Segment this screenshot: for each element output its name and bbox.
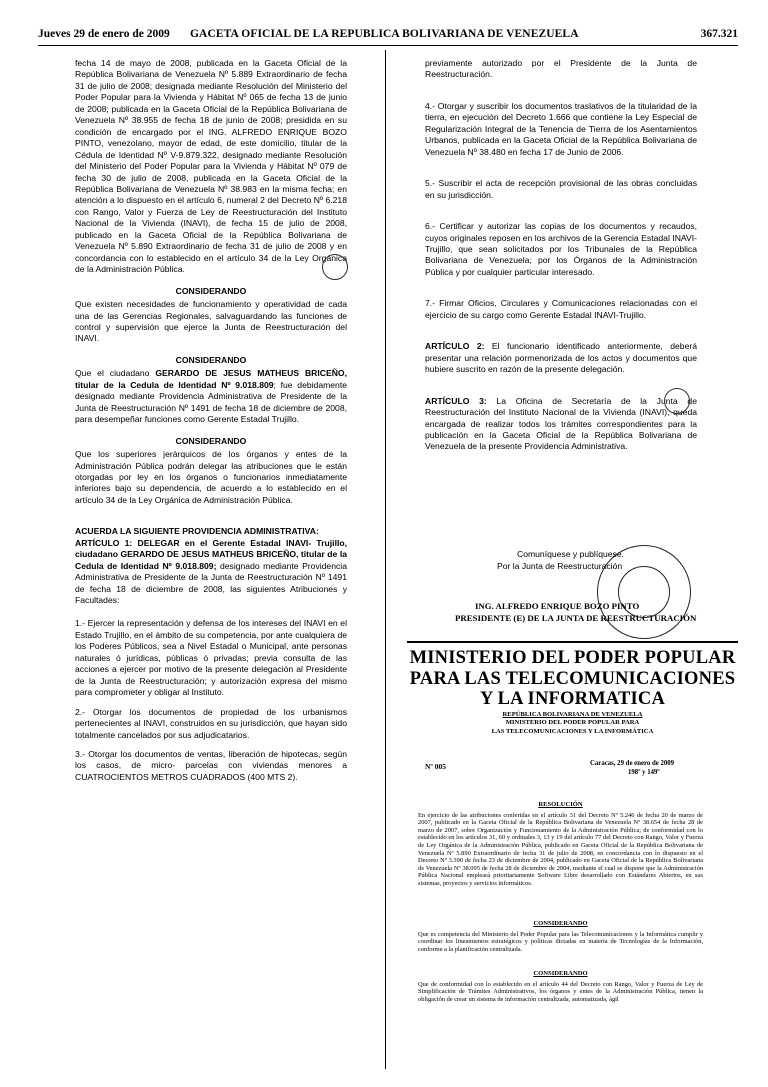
considerando-heading: CONSIDERANDO: [533, 970, 588, 977]
ministry-considerando-1: CONSIDERANDO Que es competencia del Ministerio del Poder Popular para las Telecomunicaciones y la Informática cumplir y coordinar los lineamientos estratégicos y políticas dictadas en materia de Tecnologías de la Información, conforme a la planificación centralizada.: [418, 920, 703, 953]
considerando-heading: CONSIDERANDO: [175, 285, 247, 296]
resolution-preamble: [418, 801, 703, 888]
header-title: GACETA OFICIAL DE LA REPUBLICA BOLIVARIANA DE VENEZUELA: [190, 28, 579, 40]
item-1: 1.- Ejercer la representación y defensa de los intereses del INAVI en el Estado Trujillo, en el ámbito de su competencia, por ante cualquiera de los Poderes Públicos, sea a Nivel Estadal o Municipal, ante personas naturales ó jurídicas, públicas ó privadas; previa consulta de las acciones a ejercer por motivo de la presente delegación al Presidente de la Junta de Reestructuración; y autorización expresa del mismo para comprometer y obligar al Instituto.: [75, 618, 347, 698]
considerando-1: Que existen necesidades de funcionamiento y operatividad de cada una de las Gerencias Regionales, salvaguardando las funciones de control y supervisión que ejerce la Junta de Reestructuración del INAVI.: [75, 299, 347, 344]
item-3: 3.- Otorgar los documentos de ventas, liberación de hipotecas, según los casos, de micro- parcelas con viviendas menores a CUATROCIENTOS METROS CUADRADOS (400 MTS 2).: [75, 749, 347, 782]
acuerda-heading: ACUERDA LA SIGUIENTE PROVIDENCIA ADMINISTRATIVA:: [75, 526, 319, 537]
resolution-date: Caracas, 29 de enero de 2009 198º y 149º: [590, 760, 675, 776]
ministry-subheading: REPÚBLICA BOLIVARIANA DE VENEZUELA MINISTERIO DEL PODER POPULAR PARA LAS TELECOMUNICACIONES Y LA INFORMÁTICA: [491, 711, 654, 735]
considerando-heading: CONSIDERANDO: [533, 920, 588, 927]
intro-paragraph: fecha 14 de mayo de 2008, publicada en la Gaceta Oficial de la República Bolivariana de Venezuela Nº 5.889 Extraordinario de fecha 31 de julio de 2008; designada mediante Resolución del Ministerio del Poder Popular para la Vivienda y Hábitat Nº 065 de fecha 13 de junio de 2008; publicada en la Gaceta Oficial de la República Bolivariana de Venezuela Nº 38.955 de fecha 18 de junio de 2008; presidida en su condición de encargado por el ING. ALFREDO ENRIQUE BOZO PINTO, venezolano, mayor de edad, de este domicilio, titular de la Cédula de Identidad Nº V-9.879.322, designado mediante Resolución del Ministerio del Poder Popular para la Vivienda y Hábitat Nº 079 de fecha 30 de julio de 2008, publicada en la Gaceta Oficial de la República Bolivariana de Venezuela Nº 38.983 en la misma fecha; en atención a lo dispuesto en el artículo 6, numeral 2 del Decreto Nº 6.218 con Rango, Valor y Fuerza de Ley de Reestructuración del Instituto Nacional de la Vivienda (INAVI), de fecha 15 de julio de 2008, publicado en la Gaceta Oficial de la República Bolivariana de Venezuela Nº 5.890 Extraordinario de fecha 31 de julio de 2008 y en concordancia con lo establecido en el artículo 34 de la Ley Orgánica de la Administración Pública.: [75, 58, 347, 275]
article-1: ARTÍCULO 1: DELEGAR en el Gerente Estadal INAVI- Trujillo, ciudadano GERARDO DE JESUS MATHEUS BRICEÑO, titular de la Cedula de Identidad Nº 9.018.809; designado mediante Providencia Administrativa de Presidente de la Junta de Reestructuración Nº 1491 de fecha 18 de diciembre de 2008, las siguientes Atribuciones y Facultades:: [75, 537, 347, 606]
signature-block: [425, 548, 725, 624]
resolution-number: Nº 005: [425, 762, 447, 771]
item-6: 6.- Certificar y autorizar las copias de los documentos y recaudos, cuyos originales reposen en los archivos de la Gerencia Estadal INAVI- Trujillo, que sean solicitados por los Tribunales de la República Bolivariana de Venezuela; por los Órganos de la Administración Pública y por cualquier particular interesado.: [425, 221, 697, 277]
ministry-title: MINISTERIO DEL PODER POPULAR PARA LAS TELECOMUNICACIONES Y LA INFORMATICA: [409, 648, 736, 709]
resolucion-text: En ejercicio de las atribuciones conferidas en el artículo 31 del Decreto Nº 5.246 de fecha 20 de marzo de 2007, publicado en la Gaceta Oficial de la República Bolivariana de Venezuela Nº 38.654 de fecha 28 de marzo de 2007, sobre Organización y Funcionamiento de la Administración Pública; de conformidad con lo establecido en los artículos 31, 60 y ordinales 3, 13 y 19 del artículo 77 del Decreto con Rango, Valor y Fuerza de Ley Orgánica de la Administración Pública, publicado en Gaceta Oficial de la República Bolivariana de Venezuela Nº 5.890 Extraordinario de fecha 31 de julio de 2008, en concordancia con lo dispuesto en el Decreto Nº 3.390 de fecha 23 de diciembre de 2004, publicado en Gaceta Oficial de la República Bolivariana de Venezuela Nº 38.095 de fecha 28 de diciembre de 2004, mediante el cual se dispone que la Administración Pública Nacional empleará prioritariamente Software Libre desarrollado con Estándares Abiertos, en sus sistemas, proyectos y servicios informáticos.: [418, 811, 703, 887]
section-divider: [407, 641, 738, 643]
right-column: [425, 58, 697, 461]
item-2: 2.- Otorgar los documentos de propiedad de los urbanismos pertenecientes al INAVI, construidos en su jurisdicción, que hayan sido totalmente cancelados por sus adjudicatarios.: [75, 706, 347, 740]
margin-stamp-icon: [322, 254, 348, 280]
item-3-continued: previamente autorizado por el Presidente de la Junta de Reestructuración.: [425, 58, 697, 80]
margin-stamp-icon: [664, 388, 690, 414]
header-page-number: 367.321: [700, 28, 738, 40]
item-4: 4.- Otorgar y suscribir los documentos traslativos de la titularidad de la tierra, en ejecución del Decreto 1.666 que contiene la Ley Especial de Regularización Integral de la Tenencia de Tierra de los Asentamientos Urbanos, publicada en la Gaceta Oficial de la República Bolivariana de Venezuela Nº 38.480 en fecha 17 de Junio de 2006.: [425, 100, 697, 157]
por-la-junta-line: Por la Junta de Reestructuración: [497, 561, 623, 571]
article-2: ARTÍCULO 2: El funcionario identificado anteriormente, deberá presentar una relación pormenorizada de los actos y documentos que hubiere suscrito en razón de la presente delegación.: [425, 341, 697, 375]
considerando-3: Que los superiores jerárquicos de los órganos y entes de la Administración Pública podrán delegar las atribuciones que le están otorgadas por ley en los órganos o funcionarios inmediatamente inferiores bajo su dependencia, de acuerdo a lo establecido en el artículo 34 de la Ley Orgánica de Administración Pública.: [75, 449, 347, 505]
item-7: 7.- Firmar Oficios, Circulares y Comunicaciones relacionadas con el ejercicio de su cargo como Gerente Estadal INAVI-Trujillo.: [425, 298, 697, 320]
page-header: [38, 28, 738, 46]
header-divider: [38, 45, 738, 46]
considerando-heading: CONSIDERANDO: [175, 354, 247, 365]
article-3: ARTÍCULO 3: La Oficina de Secretaría de la Junta de Reestructuración del Instituto Nacional de la Vivienda (INAVI), queda encargada de realizar todos los trámites correspondientes para la publicación en la Gaceta Oficial de la República Bolivariana de Venezuela de la presente Providencia Administrativa.: [425, 395, 697, 452]
resolucion-heading: RESOLUCIÓN: [538, 801, 583, 808]
signer-name: ING. ALFREDO ENRIQUE BOZO PINTO: [475, 601, 640, 611]
header-date: Jueves 29 de enero de 2009: [38, 28, 170, 40]
ministry-considerando-2: CONSIDERANDO Que de conformidad con lo establecido en el artículo 44 del Decreto con Rango, Valor y Fuerza de Ley de Simplificación de Trámites Administrativos, los órganos y entes de la Administración Pública, tienen la obligación de crear un sistema de información centralizada, automatizada, ágil: [418, 970, 703, 1003]
column-divider: [385, 50, 386, 1069]
official-name: GERARDO DE JESUS MATHEUS BRICEÑO, titular de la Cedula de Identidad Nº 9.018.809: [75, 368, 347, 390]
comuniquese-line: Comuníquese y publíquese.: [517, 549, 625, 559]
signer-title: PRESIDENTE (E) DE LA JUNTA DE REESTRUCTURACIÓN: [455, 613, 697, 623]
considerando-2: Que el ciudadano GERARDO DE JESUS MATHEUS BRICEÑO, titular de la Cedula de Identidad Nº 9.018.809; fue debidamente designado mediante Providencia Administrativa de Presidente de la Junta de Reestructuración Nº 1491 de fecha 18 de diciembre de 2008, para desempeñar funciones como Gerente Estadal Trujillo.: [75, 368, 347, 425]
item-5: 5.- Suscribir el acta de recepción provisional de las obras concluidas en su jurisdicción.: [425, 178, 697, 200]
considerando-heading: CONSIDERANDO: [175, 435, 247, 446]
left-column: [75, 58, 347, 791]
